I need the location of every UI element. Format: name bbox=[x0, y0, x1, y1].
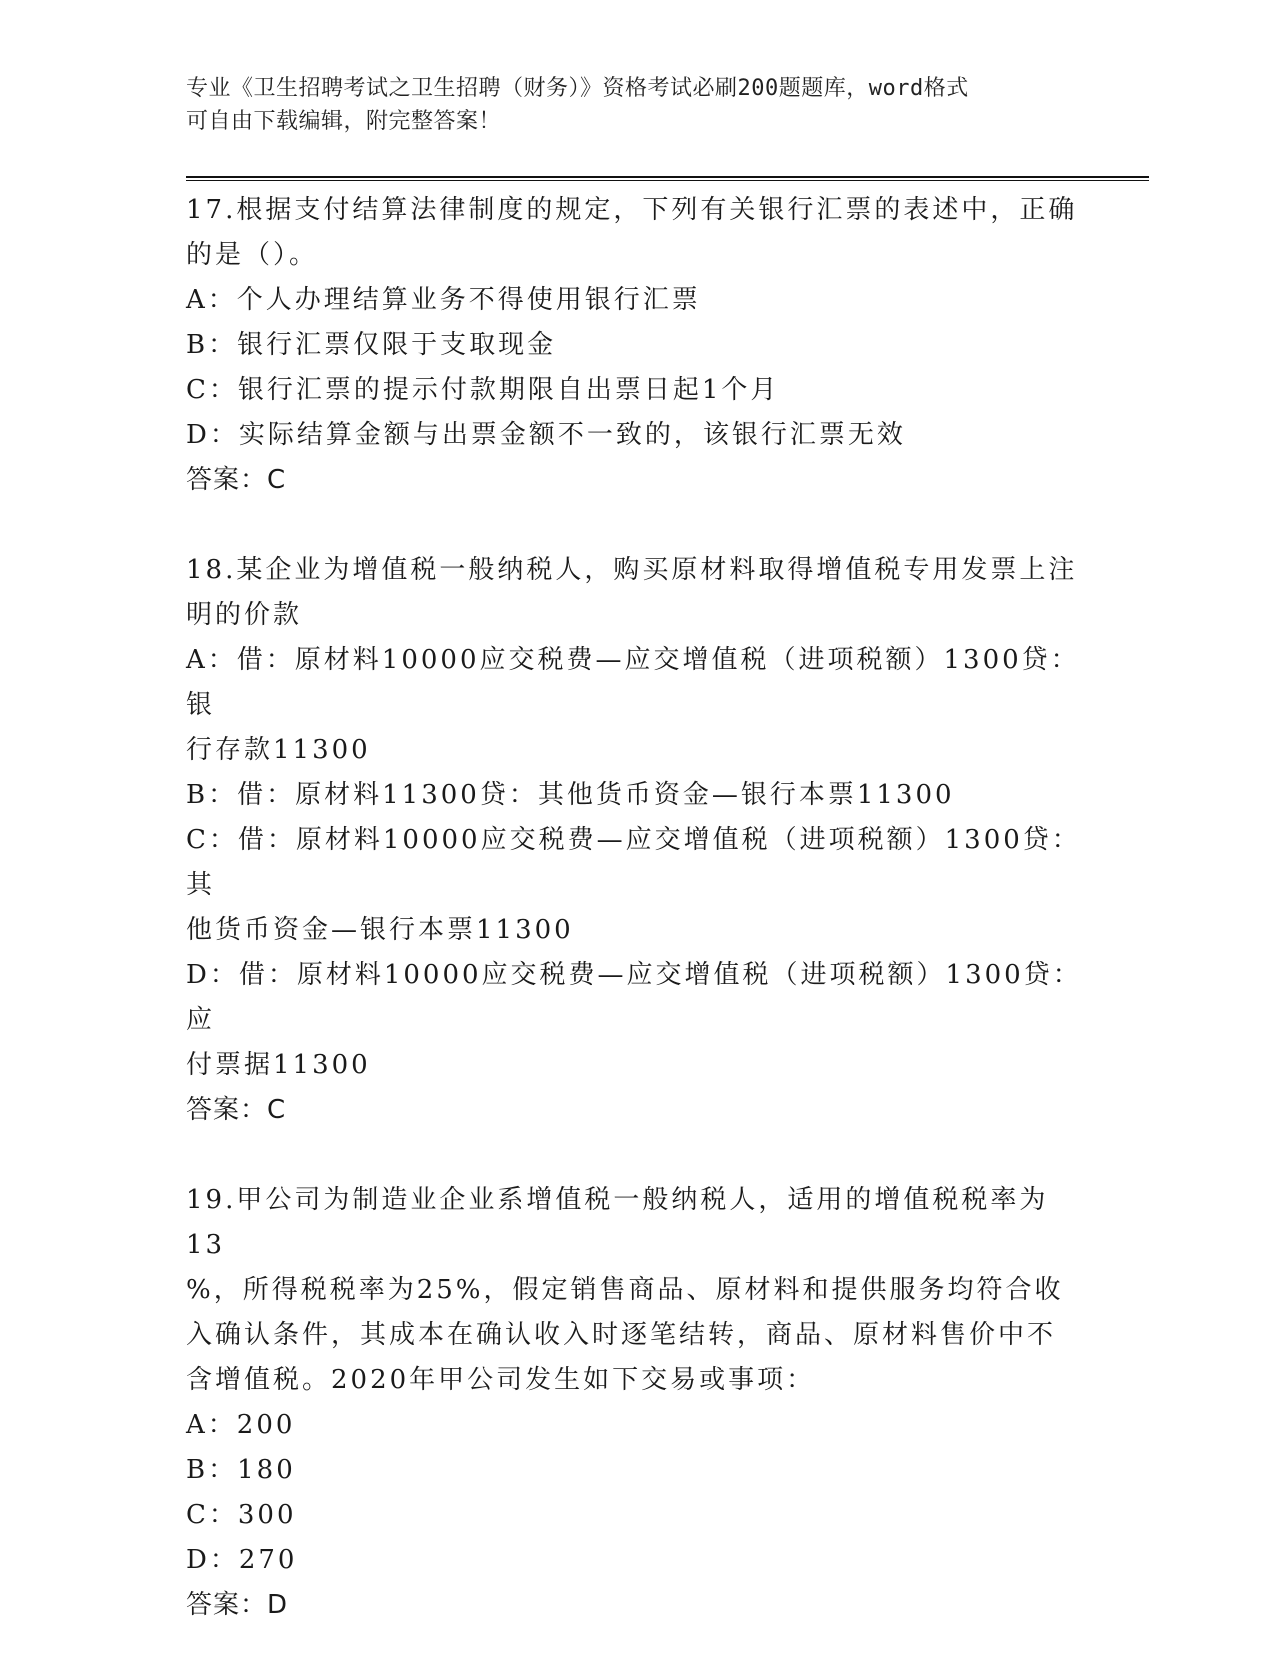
question-list bbox=[186, 188, 1086, 1673]
answer-line: 答案：D bbox=[186, 1590, 289, 1620]
question-stem-line: 18.某企业为增值税一般纳税人，购买原材料取得增值税专用发票上注 bbox=[186, 555, 1078, 585]
header-divider bbox=[186, 176, 1149, 181]
question-stem-line: 19.甲公司为制造业企业系增值税一般纳税人，适用的增值税税率为13 bbox=[186, 1185, 1049, 1260]
question-stem-line: 含增值税。2020年甲公司发生如下交易或事项： bbox=[186, 1365, 816, 1395]
question-stem-line: %，所得税税率为25%，假定销售商品、原材料和提供服务均符合收 bbox=[186, 1275, 1064, 1305]
option-b: B：借：原材料11300贷：其他货币资金—银行本票11300 bbox=[186, 780, 955, 810]
option-c: C：借：原材料10000应交税费—应交增值税（进项税额）1300贷：其 bbox=[186, 825, 1081, 900]
answer-line: 答案：C bbox=[186, 465, 287, 495]
header-line-1: 专业《卫生招聘考试之卫生招聘（财务）》资格考试必刷200题题库，word格式 bbox=[186, 76, 969, 101]
option-a: A：200 bbox=[186, 1410, 296, 1440]
option-a: A：借：原材料10000应交税费—应交增值税（进项税额）1300贷：银 bbox=[186, 645, 1080, 720]
question-18 bbox=[186, 548, 1086, 1133]
question-19 bbox=[186, 1178, 1086, 1628]
answer-line: 答案：C bbox=[186, 1095, 287, 1125]
question-17 bbox=[186, 188, 1086, 503]
header-line-2: 可自由下载编辑，附完整答案！ bbox=[186, 109, 502, 134]
option-d-continued: 付票据11300 bbox=[186, 1050, 371, 1080]
question-stem-line: 的是（）。 bbox=[186, 240, 319, 270]
question-stem-line: 明的价款 bbox=[186, 600, 303, 630]
option-d: D：270 bbox=[186, 1545, 298, 1575]
question-stem-line: 17.根据支付结算法律制度的规定，下列有关银行汇票的表述中，正确 bbox=[186, 195, 1078, 225]
option-c: C：银行汇票的提示付款期限自出票日起1个月 bbox=[186, 375, 780, 405]
option-b: B：180 bbox=[186, 1455, 296, 1485]
option-d: D：实际结算金额与出票金额不一致的，该银行汇票无效 bbox=[186, 420, 906, 450]
option-a-continued: 行存款11300 bbox=[186, 735, 371, 765]
option-a: A：个人办理结算业务不得使用银行汇票 bbox=[186, 285, 701, 315]
option-b: B：银行汇票仅限于支取现金 bbox=[186, 330, 557, 360]
document-header bbox=[186, 72, 1086, 138]
option-d: D：借：原材料10000应交税费—应交增值税（进项税额）1300贷：应 bbox=[186, 960, 1082, 1035]
option-c-continued: 他货币资金—银行本票11300 bbox=[186, 915, 574, 945]
option-c: C：300 bbox=[186, 1500, 297, 1530]
question-stem-line: 入确认条件，其成本在确认收入时逐笔结转，商品、原材料售价中不 bbox=[186, 1320, 1057, 1350]
